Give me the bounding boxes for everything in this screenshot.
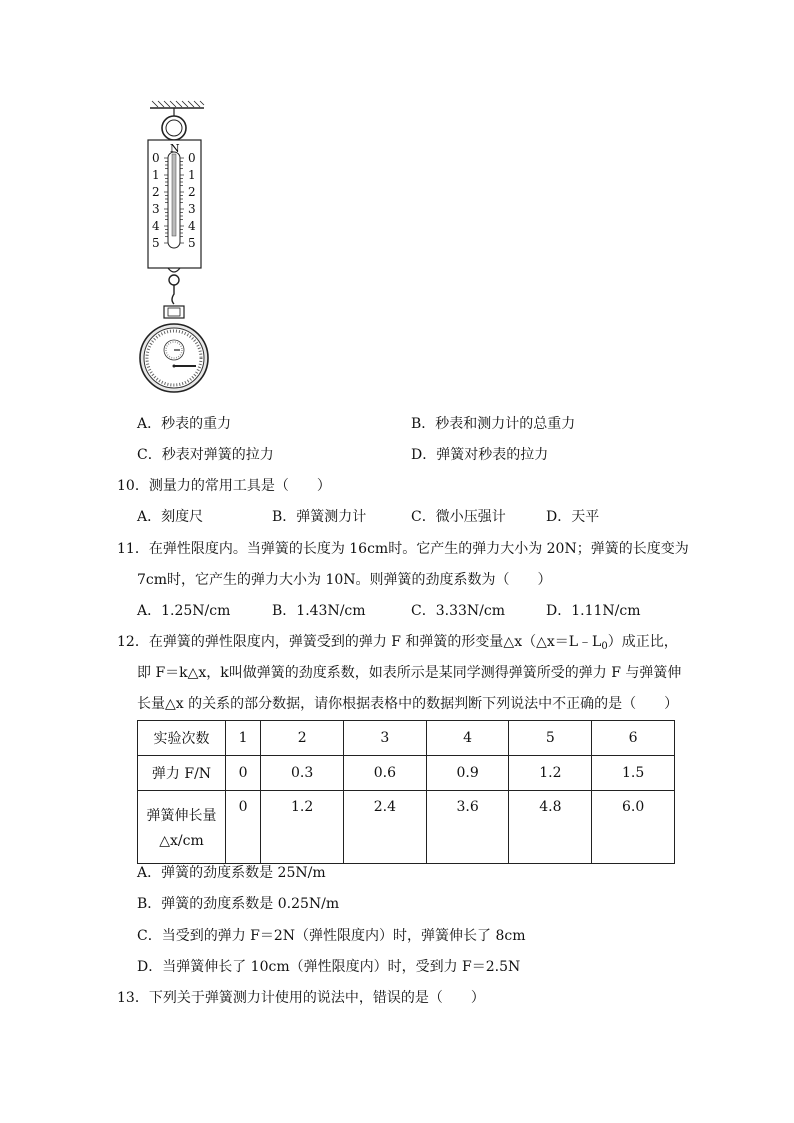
scale-unit-label: N — [170, 142, 180, 155]
q10-stem: 10．测量力的常用工具是（ ） — [117, 478, 331, 494]
lower-hook — [169, 275, 179, 285]
q13-stem: 13．下列关于弹簧测力计使用的说法中，错误的是（ ） — [117, 990, 485, 1006]
table-header-force: 弹力 F/N — [138, 756, 226, 791]
scale-left-3: 3 — [152, 202, 160, 216]
scale-left-1: 1 — [152, 168, 160, 182]
scale-right-5: 5 — [188, 236, 196, 250]
ceiling-hatch — [150, 101, 204, 108]
table-cell: 0 — [226, 756, 261, 791]
scale-right-2: 2 — [188, 185, 196, 199]
q12-option-a[interactable]: A．弹簧的劲度系数是 25N/m — [137, 865, 326, 881]
q12-data-table — [137, 720, 675, 864]
q10-option-d[interactable]: D．天平 — [546, 509, 600, 525]
scale-right-1: 1 — [188, 168, 196, 182]
table-cell: 4.8 — [509, 791, 592, 864]
table-cell: 1 — [226, 721, 261, 756]
stopwatch-icon — [140, 324, 208, 392]
table-cell: 1.5 — [592, 756, 675, 791]
q12-stem-line3: 长量△x 的关系的部分数据，请你根据表格中的数据判断下列说法中不正确的是（ ） — [137, 696, 679, 712]
scale-left-5: 5 — [152, 236, 160, 250]
table-cell: 0.6 — [344, 756, 427, 791]
table-cell: 0.9 — [426, 756, 509, 791]
table-cell: 3 — [344, 721, 427, 756]
scale-left-2: 2 — [152, 185, 160, 199]
q11-option-a[interactable]: A．1.25N/cm — [137, 603, 231, 619]
q9-option-c[interactable]: C．秒表对弹簧的拉力 — [137, 447, 274, 463]
q12-stem-line1-b: ）成正比， — [607, 634, 678, 650]
table-row — [138, 791, 675, 864]
scale-right-4: 4 — [188, 219, 196, 233]
table-cell: 0.3 — [261, 756, 344, 791]
q12-option-b[interactable]: B．弹簧的劲度系数是 0.25N/m — [137, 896, 340, 912]
q10-option-b[interactable]: B．弹簧测力计 — [272, 509, 367, 525]
q9-option-b[interactable]: B．秒表和测力计的总重力 — [411, 416, 576, 432]
table-cell: 5 — [509, 721, 592, 756]
q12-stem-line1 — [117, 632, 678, 657]
table-cell: 1.2 — [261, 791, 344, 864]
scale-right-3: 3 — [188, 202, 196, 216]
table-row — [138, 721, 675, 756]
table-header-extension — [138, 791, 226, 864]
table-cell: 2 — [261, 721, 344, 756]
table-cell: 3.6 — [426, 791, 509, 864]
q9-option-d[interactable]: D．弹簧对秒表的拉力 — [411, 447, 549, 463]
scale-right-0: 0 — [188, 151, 196, 165]
q12-stem-line1-a: 12．在弹簧的弹性限度内，弹簧受到的弹力 F 和弹簧的形变量△x（△x＝L﹣L — [117, 634, 602, 650]
q12-stem-subscript: 0 — [601, 641, 608, 652]
table-cell: 6 — [592, 721, 675, 756]
scale-left-0: 0 — [152, 151, 160, 165]
table-header-extension-line1: 弹簧伸长量 — [146, 808, 217, 824]
q9-option-a[interactable]: A．秒表的重力 — [137, 416, 232, 432]
q12-stem-line2: 即 F＝k△x，k叫做弹簧的劲度系数，如表所示是某同学测得弹簧所受的弹力 F 与弹簧伸 — [137, 665, 682, 681]
q11-stem-line1: 11．在弹性限度内。当弹簧的长度为 16cm时。它产生的弹力大小为 20N；弹簧的长度变为 — [117, 541, 689, 557]
q11-stem-line2: 7cm时，它产生的弹力大小为 10N。则弹簧的劲度系数为（ ） — [137, 572, 552, 588]
q11-option-b[interactable]: B．1.43N/cm — [272, 603, 366, 619]
q10-option-c[interactable]: C．微小压强计 — [411, 509, 506, 525]
table-cell: 1.2 — [509, 756, 592, 791]
table-row — [138, 756, 675, 791]
spring-scale-stopwatch-diagram — [128, 96, 228, 401]
table-header-extension-line2: △x/cm — [159, 833, 204, 849]
q12-option-d[interactable]: D．当弹簧伸长了 10cm（弹性限度内）时，受到力 F＝2.5N — [137, 959, 521, 975]
q11-option-d[interactable]: D．1.11N/cm — [546, 603, 641, 619]
spring-scale-figure — [128, 96, 228, 405]
table-cell: 6.0 — [592, 791, 675, 864]
q11-option-c[interactable]: C．3.33N/cm — [411, 603, 505, 619]
table-cell: 0 — [226, 791, 261, 864]
table-cell: 4 — [426, 721, 509, 756]
scale-left-4: 4 — [152, 219, 160, 233]
table-header-trial: 实验次数 — [138, 721, 226, 756]
q10-option-a[interactable]: A．刻度尺 — [137, 509, 204, 525]
q12-option-c[interactable]: C．当受到的弹力 F＝2N（弹性限度内）时，弹簧伸长了 8cm — [137, 928, 526, 944]
table-cell: 2.4 — [344, 791, 427, 864]
